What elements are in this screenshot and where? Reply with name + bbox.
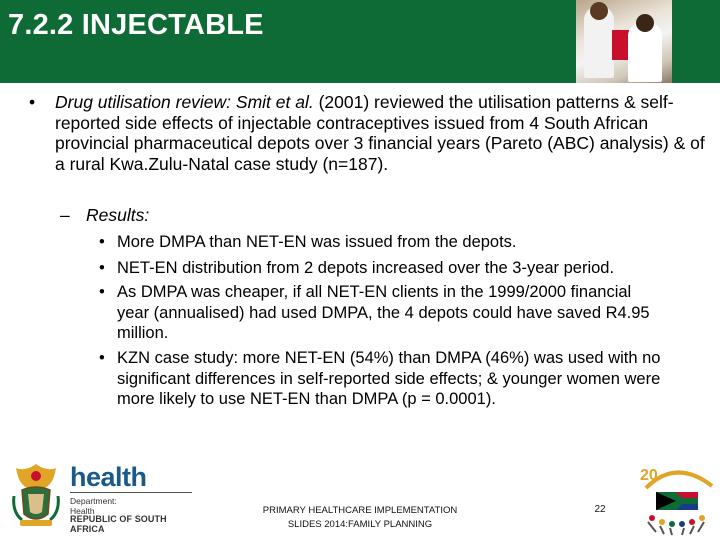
result-item — [99, 282, 657, 344]
result-item — [99, 258, 707, 279]
slide-title: 7.2.2 INJECTABLE — [8, 9, 264, 41]
result-text: As DMPA was cheaper, if all NET-EN clients in the 1999/2000 financial year (annualised) had used DMPA, the 4 depots could have saved R4.95 million. — [117, 283, 650, 342]
page-number: 22 — [594, 504, 606, 515]
bullet-marker: • — [99, 349, 105, 367]
department-of-health-logo — [8, 460, 198, 534]
country-label: REPUBLIC OF SOUTH AFRICA — [70, 514, 167, 534]
logo-divider — [70, 492, 192, 493]
bullet-marker: • — [99, 233, 105, 251]
bullet-marker: • — [29, 92, 36, 112]
bullet-marker: • — [99, 259, 105, 277]
result-item — [99, 232, 707, 253]
results-label: Results: — [86, 205, 150, 225]
result-text: NET-EN distribution from 2 depots increased over the 3-year period. — [117, 259, 615, 277]
health-workers-photo — [576, 0, 672, 83]
bullet-marker: • — [99, 283, 105, 301]
bullet-drug-review — [29, 92, 705, 174]
health-wordmark: health — [70, 462, 147, 492]
footer-caption — [258, 504, 462, 532]
sub-bullet-results — [60, 205, 706, 226]
coat-of-arms-icon — [8, 460, 64, 530]
department-label: Department: Health — [70, 496, 117, 516]
svg-text:20: 20 — [640, 467, 658, 484]
footer-line-1: PRIMARY HEALTHCARE IMPLEMENTATION — [262, 505, 458, 516]
dash-marker: – — [60, 205, 70, 225]
footer-line-2: SLIDES 2014:FAMILY PLANNING — [287, 519, 433, 530]
20-years-of-freedom-logo — [636, 458, 718, 536]
result-text: KZN case study: more NET-EN (54%) than DMPA (46%) was used with no significant differences in self-reported side effects; & younger women were more likely to use NET-EN than DMPA (p = 0.0001). — [117, 349, 661, 408]
bullet-lead: Drug utilisation review: Smit et al. — [55, 92, 314, 112]
result-item — [99, 348, 662, 410]
header-bar — [0, 0, 720, 83]
bullet-text: (2001) reviewed the utilisation patterns & self-reported side effects of injectable contraceptives issued from 4 South African provincial pharmaceutical depots over 3 financial years (Pareto (ABC) analysis) & of a rural Kwa.Zulu-Natal case study (n=187). — [55, 92, 705, 174]
result-text: More DMPA than NET-EN was issued from the depots. — [117, 233, 517, 251]
